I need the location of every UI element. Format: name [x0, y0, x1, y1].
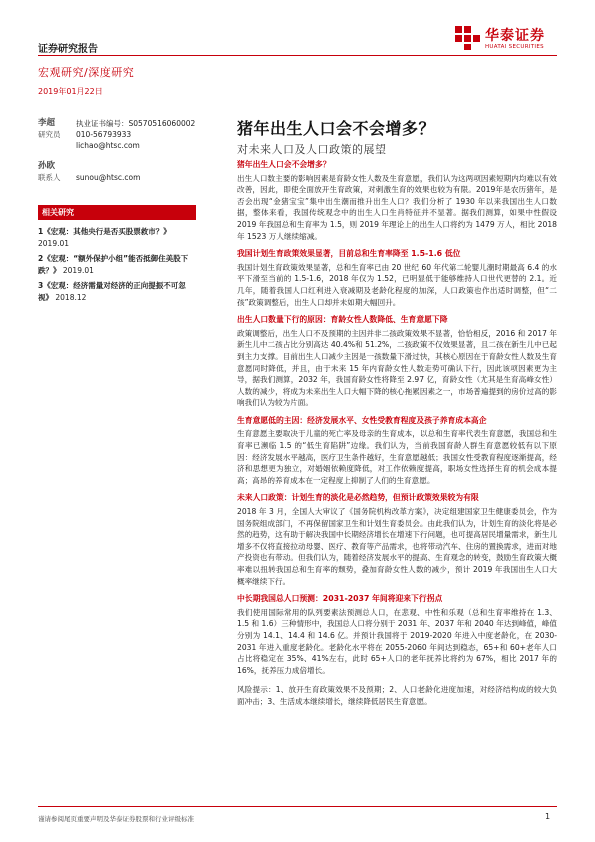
footer-disclaimer: 谨请参阅尾页重要声明及华泰证券股票和行业评级标准	[38, 815, 194, 823]
report-title: 猪年出生人口会不会增多？	[237, 119, 436, 138]
section-body: 生育意愿主要取决于儿童的死亡率及母亲的生育成本，以总和生育率代表生育意愿，我国总和生育率已濒临 1.5 的“低生育陷阱”边缘。我们认为，当前我国育龄人群生育意愿较低有以下原因：经济发展水平越高，医疗卫生条件越好，生育意愿越低；我国女性受教育程度逐渐提高，经济和思想更为独立，对婚姻依赖度降低，对工作依赖度提高，职场女性选择生育的机会成本提高；高昂的养育成本在一定程度上抑制了人们的生育意愿。	[237, 429, 557, 485]
section-body: 2018 年 3 月，全国人大审议了《国务院机构改革方案》，决定组建国家卫生健康委员会，作为国务院组成部门，不再保留国家卫生和计划生育委员会。由此我们认为，计划生育的淡化将是必然的趋势，这有助于解决我国中长期经济增长在增速下行问题，也可提高居民增量需求，新生儿增多不仅将直接拉动母婴、医疗、教育等产品需求，也将带动汽车、住房的置换需求，进而对地产投资也有带动。但我们认为，随着经济发展水平的提高、生育观念的转变，鼓励生育政策大概率难以扭转我国总和生育率的颓势，叠加育龄女性人数的减少，预计 2019 年我国出生人口大概率继续下行。	[237, 507, 557, 586]
contact-role: 联系人	[38, 173, 61, 182]
related-item[interactable]	[38, 280, 198, 303]
report-body	[237, 159, 557, 708]
page-number: 1	[545, 812, 551, 821]
logo-mark-icon	[455, 24, 481, 50]
contact-email[interactable]: sunou@htsc.com	[76, 173, 141, 182]
analyst-phone: 010-56793933	[76, 130, 132, 139]
analyst-email[interactable]: lichao@htsc.com	[76, 141, 140, 150]
section-heading: 猪年出生人口会不会增多？	[237, 160, 331, 169]
report-type: 证券研究报告	[38, 44, 98, 55]
related-item-title: 1《宏观：其他央行是否买股票救市？》	[38, 227, 171, 236]
logo-en: HUATAI SECURITIES	[485, 44, 544, 50]
analyst-name: 李超	[38, 118, 56, 128]
analyst-cert: 执业证书编号：S0570516060002	[76, 119, 196, 128]
footer-divider	[38, 806, 557, 807]
report-subtitle: 对未来人口及人口政策的展望	[237, 143, 387, 156]
risk-warning: 风险提示：1、放开生育政策效果不及预期；2、人口老龄化进度加速，对经济结构成的较大负面冲击；3、生活成本继续增长，继续降低居民生育意愿。	[237, 685, 557, 706]
company-logo	[455, 22, 565, 62]
logo-cn: 华泰证券	[485, 28, 545, 44]
sidebar	[38, 118, 198, 307]
report-date: 2019年01月22日	[38, 87, 103, 96]
analyst-role: 研究员	[38, 130, 61, 139]
section-body: 我国计划生育政策效果显著，总和生育率已由 20 世纪 60 年代第二轮婴儿潮时期最高 6.4 的水平下滑至当前的 1.5-1.6，2018 年仅为 1.52，已明显低于能够维持人口世代更替的 2.1。近几年，随着我国人口红利进入衰减期及老龄化程度的加深，人口政策也作出适时调整，但“二孩”政策调整后，出生人口却并未如期大幅回升。	[237, 262, 557, 307]
related-item-date: 2019.01	[62, 265, 94, 275]
report-category: 宏观研究/深度研究	[38, 66, 135, 79]
section-body: 政策调整后，出生人口不及预期的主因并非二孩政策效果不显著，恰恰相反，2016 和 2017 年新生儿中二孩占比分别高达 40.4%和 51.2%，二孩政策不仅效果显著，且二孩在新生儿中已起到主力支撑。目前出生人口减少主因是一孩数量下滑过快，其核心原因在于育龄女性人数及生育意愿同时降低，并且，由于未来 15 年内育龄女性人数走势可确认下行，因此该项因素更为主导，据我们测算，2032 年，我国育龄女性将降至 2.97 亿，育龄女性（尤其是生育高峰女性）人数的减少，将成为未来出生人口大幅下降的核心拖累因素之一，市场普遍提到的房价过高的影响我们认为较为片面。	[237, 328, 557, 408]
section-heading: 出生人口数量下行的原因：育龄女性人数降低、生育意愿下降	[237, 315, 448, 325]
related-item-title: 2《宏观：“额外保护小组”能否抵御住美股下跌？》	[38, 254, 189, 275]
related-item[interactable]	[38, 253, 198, 276]
section-heading: 我国计划生育政策效果显著，目前总和生育率降至 1.5-1.6 低位	[237, 249, 461, 259]
section-heading: 未来人口政策：计划生育的淡化是必然趋势，但预计政策效果较为有限	[237, 493, 479, 503]
section-body: 我们使用国际常用的队列要素法预测总人口，在悲观、中性和乐观（总和生育率维持在 1.3、1.5 和 1.6）三种情形中，我国总人口将分别于 2031 年、2037 年和 2040 年达到峰值，峰值分别为 14.1、14.4 和 14.6 亿。并预计我国将于 2019-2020 年进入中度老龄化，在 2030-2031 年进入重度老龄化。老龄化水平将在 2055-2060 年间达到稳态，65+和 60+老年人口占比将稳定在 35%、41%左右，此时 65+人口的老年抚养比将约为 67%，相比 2017 年的 16%，抚养压力成倍增长。	[237, 607, 557, 675]
analyst-1	[38, 118, 198, 129]
section-body: 出生人口数主要的影响因素是育龄女性人数及生育意愿，我们认为这两项因素短期内均难以有效改善，因此，即使全面放开生育政策，对刺激生育的效果也较为有限。2019年是农历猪年，是否会出现“金猪宝宝”集中出生潮而推升出生人口？我们分析了 1930 年以来我国出生人口数据，整体来看，我国传统观念中的出生人口生肖特征并不显著。据我们测算，如果中性假设 2019 年我国总和生育率为 1.5，则 2019 年理论上的出生人口将约为 1479 万人，相比 2018 年 1523 万人继续缩减。	[237, 173, 557, 241]
contact-name: 孙欧	[38, 161, 56, 171]
section-heading: 生育意愿低的主因：经济发展水平、女性受教育程度及孩子养育成本高企	[237, 415, 487, 425]
related-item[interactable]	[38, 226, 198, 249]
related-item-date: 2018.12	[55, 292, 87, 302]
analyst-2	[38, 161, 198, 172]
related-research-list	[38, 226, 198, 303]
related-research-heading: 相关研究	[38, 205, 196, 220]
section-heading: 中长期我国总人口预测：2031-2037 年间将迎来下行拐点	[237, 594, 443, 604]
related-item-title: 3《宏观：经济需量对经济的正向提振不可忽视》	[38, 281, 186, 302]
related-item-date: 2019.01	[38, 238, 70, 248]
